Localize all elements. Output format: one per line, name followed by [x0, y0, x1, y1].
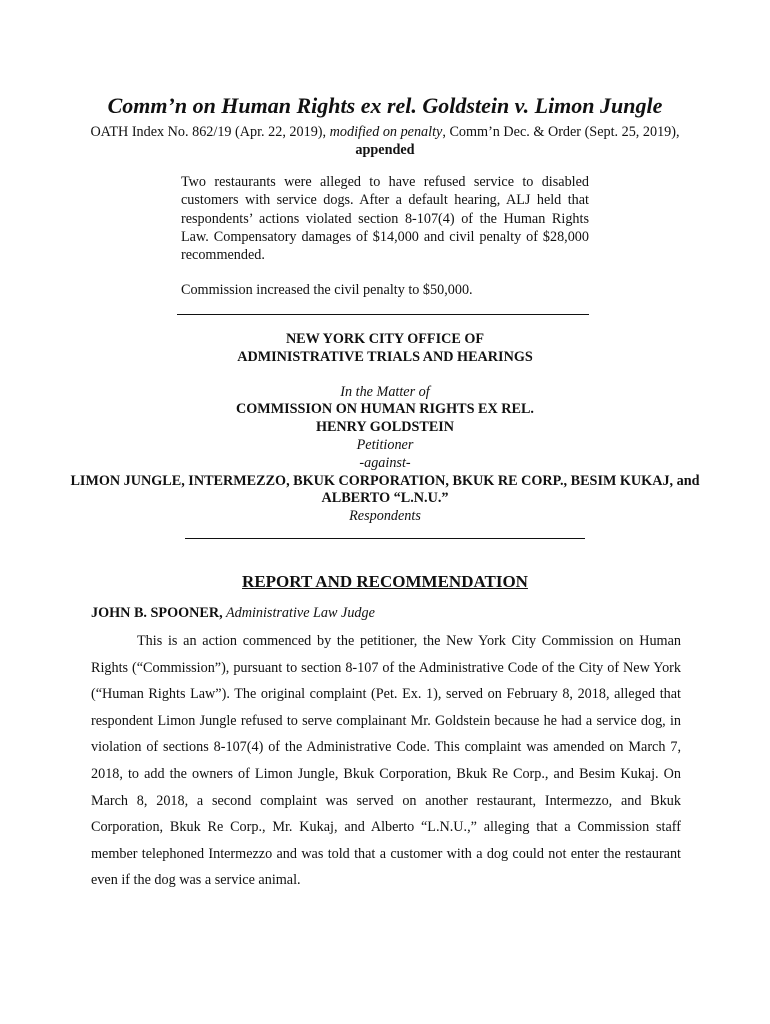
petitioner-name-line2: HENRY GOLDSTEIN	[315, 419, 455, 436]
report-body-paragraph: This is an action commenced by the petitioner, the New York City Commission on Human Rights (“Commission”), pursuant to section 8-107 of the Administrative Code of the City of New York (“Human Rights Law”). The original complaint (Pet. Ex. 1), served on February 8, 2018, alleged that respondent Limon Jungle refused to serve complainant Mr. Goldstein because he had a service dog, in violation of sections 8-107(4) of the Administrative Code. This complaint was amended on March 7, 2018, to add the owners of Limon Jungle, Bkuk Corporation, Bkuk Re Corp., and Besim Kukaj. On March 8, 2018, a second complaint was served on another restaurant, Intermezzo, and Bkuk Corporation, Bkuk Re Corp., Mr. Kukaj, and Alberto “L.N.U.,” alleging that a Commission staff member telephoned Intermezzo and was told that a customer with a dog could not enter the restaurant even if the dog was a service animal.	[91, 633, 681, 889]
caption-spacer	[70, 367, 700, 384]
judge-title: Administrative Law Judge	[222, 605, 375, 621]
petitioner-name-line1: COMMISSION ON HUMAN RIGHTS EX REL.	[236, 401, 534, 418]
summary-divider	[177, 314, 589, 315]
office-name-line2: ADMINISTRATIVE TRIALS AND HEARINGS	[237, 348, 533, 365]
caption-divider	[185, 538, 585, 539]
respondents-label: Respondents	[349, 508, 421, 525]
case-caption	[70, 331, 700, 526]
citation-appended: appended	[355, 142, 415, 158]
citation-commission-order: , Comm’n Dec. & Order (Sept. 25, 2019),	[442, 124, 680, 140]
office-name-line1: NEW YORK CITY OFFICE OF	[285, 331, 485, 347]
citation-index-date: OATH Index No. 862/19 (Apr. 22, 2019),	[90, 124, 330, 140]
case-citation	[88, 123, 682, 159]
in-the-matter-of: In the Matter of	[340, 383, 430, 400]
summary-paragraph-holding: Two restaurants were alleged to have refused service to disabled customers with service dogs. After a default hearing, ALJ held that respondents’ actions violated section 8-107(4) of the Human Rights Law. Compensatory damages of $14,000 and civil penalty of $28,000 recommended.	[181, 174, 589, 264]
against-label: -against-	[359, 454, 411, 471]
report-heading: REPORT AND RECOMMENDATION	[242, 572, 528, 591]
respondents-names: LIMON JUNGLE, INTERMEZZO, BKUK CORPORATION, BKUK RE CORP., BESIM KUKAJ, and ALBERTO “L.N.U.”	[70, 472, 700, 507]
case-summary	[181, 173, 589, 300]
judge-line	[91, 605, 375, 622]
judge-name: JOHN B. SPOONER,	[91, 605, 223, 621]
summary-paragraph-commission: Commission increased the civil penalty to $50,000.	[181, 282, 473, 299]
case-title: Comm’n on Human Rights ex rel. Goldstein v. Limon Jungle	[107, 93, 663, 118]
citation-modified-on-penalty: modified on penalty	[329, 124, 443, 140]
petitioner-label: Petitioner	[356, 436, 414, 453]
